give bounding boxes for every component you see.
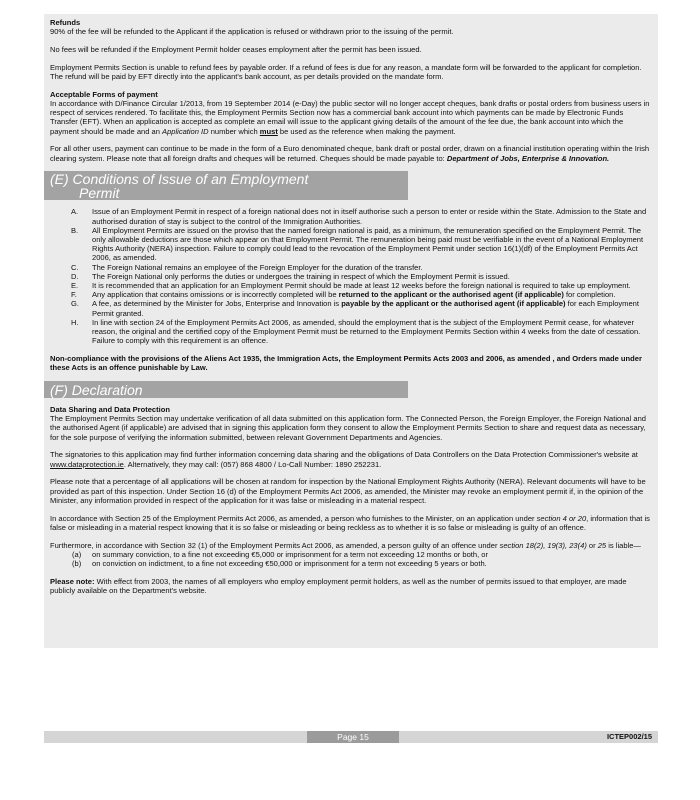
section-f-title: (F) Declaration — [50, 382, 143, 399]
item-text: on summary conviction, to a fine not exceeding €5,000 or imprisonment for a term not exceeding 12 months or both, or — [92, 549, 489, 559]
item-letter: (b) — [72, 559, 82, 569]
declaration-text: The signatories to this application may find further information concerning data sharing and the obligations of Data Controllers on the Data Protection Commissioner's website at — [50, 450, 638, 460]
item-text: It is recommended that an application for an Employment Permit should be made at least 12 weeks before the foreign national is required to take up employment. — [92, 281, 631, 291]
payment-text: For all other users, payment can continue to be made in the form of a Euro denominated cheque, bank draft or postal order, drawn on a financial institution operating within the Irish clearing system. Please note that all foreign drafts and cheques will be returned. Cheques should be made payable to: — [50, 144, 650, 163]
refunds-heading: Refunds — [50, 18, 81, 27]
refunds-paragraph: No fees will be refunded if the Employment Permit holder ceases employment after the permit has been issued. — [50, 45, 422, 54]
item-text: for completion. — [563, 290, 616, 300]
item-text: Issue of an Employment Permit in respect of a foreign national does not in itself authorise such a person to enter or reside within the State. Admission to the State and authorised duration of stay is subject to the control of the Immigration Authorities. — [92, 207, 647, 226]
note-label: Please note: — [50, 576, 95, 586]
refunds-paragraph: Employment Permits Section is unable to refund fees by payable order. If a refund of fees is due for any reason, a mandate form will be forwarded to the applicant for completion. The refund will be paid by EFT directly into the applicant's bank account, as per details provided on the mandate form. — [50, 62, 642, 81]
item-text: In line with section 24 of the Employment Permits Act 2006, as amended, should the employment that is the subject of the Employment Permit cease, for whatever reason, the original and the certified copy of the Employment Permit must be returned to the Employment Permits Section within 4 weeks from the date of cessation. Failure to comply with this requirement is an offence. — [92, 317, 641, 346]
item-letter: D. — [71, 271, 79, 281]
conditions-list — [50, 207, 652, 345]
refunds-paragraph: 90% of the fee will be refunded to the Applicant if the application is refused or withdrawn prior to the issuing of the permit. — [50, 27, 454, 37]
payment-text: number which — [208, 126, 260, 136]
condition-item — [50, 272, 652, 281]
payment-text: be used as the reference when making the payment. — [277, 126, 456, 136]
payment-section — [50, 90, 652, 163]
payee-name: Department of Jobs, Enterprise & Innovation. — [446, 153, 610, 163]
condition-item — [50, 318, 652, 346]
page-content — [50, 18, 652, 604]
declaration-paragraph: The Employment Permits Section may undertake verification of all data submitted on this application form. The Connected Person, the Foreign Employer, the Foreign National and the authorised Agent (if applicable) are advised that in signing this application form they consent to allow the Employment Permits Section to share and request data as necessary, for the sole purpose of verifying the information submitted, between relevant Government Departments and Agencies. — [50, 414, 646, 442]
item-text: A fee, as determined by the Minister for Jobs, Enterprise and Innovation is — [92, 299, 342, 309]
payment-heading: Acceptable Forms of payment — [50, 89, 158, 99]
item-text: All Employment Permits are issued on the proviso that the named foreign national is paid, as a minimum, the remuneration specified on the Employment Permit. The only allowable deductions are those which appear on that Employment Permit. The remuneration being paid must be verifiable in the event of a National Employment Rights Authority (NERA) inspection. Failure to comply could lead to the revocation of the Employment Permit under section 16(1)(df) of the Employment Permits Act 2006, as amended. — [92, 225, 644, 263]
declaration-paragraph — [50, 514, 652, 532]
declaration-paragraph — [50, 577, 652, 595]
declaration-paragraph — [50, 541, 652, 550]
declaration-section — [50, 405, 652, 595]
item-text-bold: payable by the applicant or the authorised agent (if applicable) — [341, 299, 566, 309]
item-letter: H. — [71, 317, 79, 327]
item-text: for each Employment Permit granted. — [92, 299, 639, 318]
declaration-text: Furthermore, in accordance with Section 32 (1) of the Employment Permits Act 2006, as amended, a person guilty of an offence under — [50, 540, 500, 550]
page-footer — [44, 731, 658, 743]
payment-paragraph — [50, 99, 652, 136]
declaration-italic: section 4 or 20 — [536, 513, 587, 523]
declaration-text: In accordance with Section 25 of the Employment Permits Act 2006, as amended, a person who furnishes to the Minister, on an application under — [50, 513, 537, 523]
condition-item — [50, 263, 652, 272]
item-letter: C. — [71, 262, 79, 272]
declaration-text: or — [586, 540, 598, 550]
declaration-paragraph — [50, 450, 652, 468]
item-letter: G. — [71, 299, 79, 309]
penalty-list — [50, 550, 652, 568]
item-letter: B. — [71, 225, 79, 235]
condition-item — [50, 207, 652, 225]
payment-text: In accordance with D/Finance Circular 1/2013, from 19 September 2014 (e-Day) the public sector will no longer accept cheques, bank drafts or postal orders from business users in respect of services rendered. To facilitate this, the Employment Permits Section now has a commercial bank account into which payments can be made by Electronic Funds Transfer (EFT). When an application is accepted as complete an email will issue to the applicant giving details of the amount of the fee due, the bank account into which the payment should be made and an — [50, 99, 650, 136]
condition-item — [50, 290, 652, 299]
declaration-italic: section 18(2), 19(3), 23(4) — [499, 540, 587, 550]
application-id-text: Application ID — [162, 126, 209, 136]
section-f-header — [44, 381, 408, 398]
item-letter: F. — [71, 290, 77, 300]
item-text: The Foreign National remains an employee of the Foreign Employer for the duration of the transfer. — [92, 262, 423, 272]
document-code: ICTEP002/15 — [606, 732, 652, 741]
note-text: With effect from 2003, the names of all employers who employ employment permit holders, as well as the number of permits issued to that employer, are made publicly available on the Department's website. — [50, 576, 627, 596]
item-text: Any application that contains omissions or is incorrectly completed will be — [92, 290, 339, 300]
item-letter: (a) — [72, 549, 82, 559]
penalty-item — [50, 559, 652, 568]
item-text-bold: returned to the applicant or the authorised agent (if applicable) — [338, 290, 564, 300]
condition-item — [50, 299, 652, 317]
dataprotection-link[interactable]: www.dataprotection.ie — [50, 459, 124, 469]
item-text: on conviction on indictment, to a fine not exceeding €50,000 or imprisonment for a term not exceeding 5 years or both. — [92, 559, 487, 569]
payment-paragraph — [50, 144, 652, 162]
must-text: must — [259, 126, 278, 136]
condition-item — [50, 226, 652, 263]
condition-item — [50, 281, 652, 290]
noncompliance-statement: Non-compliance with the provisions of the Aliens Act 1935, the Immigration Acts, the Employment Permits Acts 2003 and 2006, as amended , and Orders made under these Acts is an offence punishable by Law. — [50, 354, 642, 373]
declaration-text: , information that is false or misleading in a material respect knowing that it is so false or misleading or being reckless as to whether it is so false or misleading is guilty of an offence. — [50, 513, 650, 532]
item-letter: E. — [71, 281, 79, 291]
page-number: Page 15 — [307, 731, 399, 743]
section-e-title: (E) Conditions of Issue of an Employment — [50, 171, 309, 188]
declaration-italic: 25 — [597, 540, 607, 550]
declaration-paragraph: Please note that a percentage of all applications will be chosen at random for inspection by the National Employment Rights Authority (NERA). Relevant documents will have to be provided as part of this inspection. Under Section 16 (d) of the Employment Permits Act 2006, as amended, the Minister may revoke an employment permit if, in the opinion of the Minister, any information provided in respect of the application for it was false or misleading in a material respect. — [50, 477, 646, 505]
declaration-text: is liable— — [606, 540, 641, 550]
refunds-section — [50, 18, 652, 81]
item-text: The Foreign National only performs the duties or undergoes the training in respect of which the Employment Permit is issued. — [92, 271, 510, 281]
penalty-item — [50, 550, 652, 559]
section-e-title-cont: Permit — [79, 185, 120, 202]
item-letter: A. — [71, 207, 79, 217]
declaration-text: . Alternatively, they may call: (057) 868 4800 / Lo-Call Number: 1890 252231. — [123, 459, 382, 469]
data-sharing-heading: Data Sharing and Data Protection — [50, 405, 170, 415]
section-e-header — [44, 171, 408, 200]
